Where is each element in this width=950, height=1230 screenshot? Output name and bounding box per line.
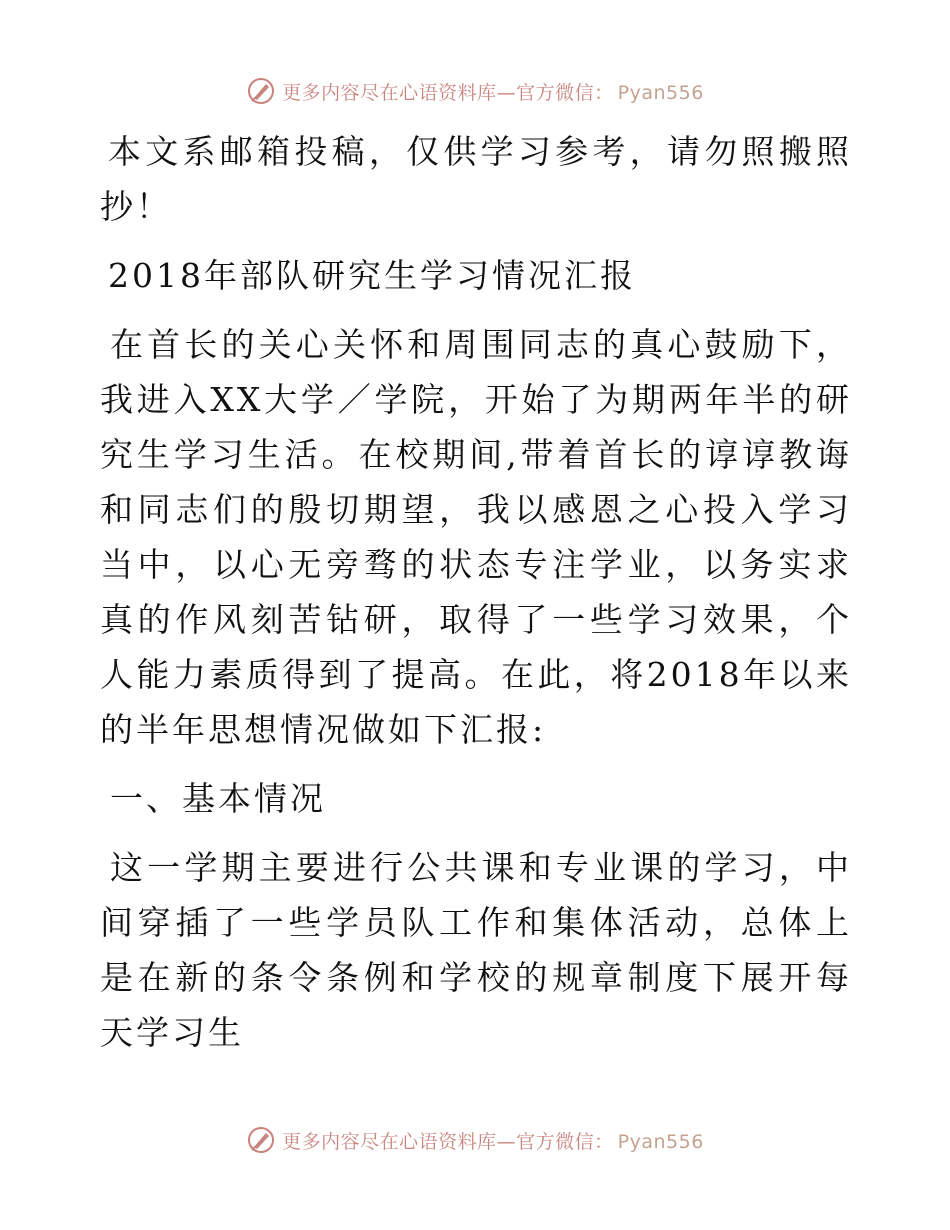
document-title: 2018年部队研究生学习情况汇报 (108, 256, 636, 295)
quill-pen-logo-icon (246, 76, 276, 106)
header-banner (0, 71, 950, 111)
paragraph-1: 在首长的关心关怀和周围同志的真心鼓励下，我进入XX大学／学院，开始了为期两年半的研究生学习生活。在校期间,带着首长的谆谆教诲和同志们的殷切期望，我以感恩之心投入学习当中，以心无旁骛的状态专注学业，以务实求真的作风刻苦钻研，取得了一些学习效果，个人能力素质得到了提高。在此，将2018年以来的半年思想情况做如下汇报: (100, 325, 852, 749)
section-heading-basic-situation: 一、基本情况 (110, 779, 326, 818)
footer-wechat-id: Pyan556 (617, 1130, 704, 1153)
footer-banner (0, 1120, 950, 1160)
document-body (100, 124, 852, 1074)
paragraph-2: 这一学期主要进行公共课和专业课的学习，中间穿插了一些学员队工作和集体活动，总体上是在新的条令条例和学校的规章制度下展开每天学习生 (100, 848, 852, 1052)
quill-pen-logo-icon (246, 1125, 276, 1155)
header-wechat-id: Pyan556 (617, 81, 704, 104)
footer-site-text: 更多内容尽在心语资料库—官方微信： Pyan556 (282, 1130, 704, 1153)
disclaimer-text: 本文系邮箱投稿，仅供学习参考，请勿照搬照抄！ (100, 132, 852, 226)
header-site-text: 更多内容尽在心语资料库—官方微信： Pyan556 (282, 81, 704, 104)
